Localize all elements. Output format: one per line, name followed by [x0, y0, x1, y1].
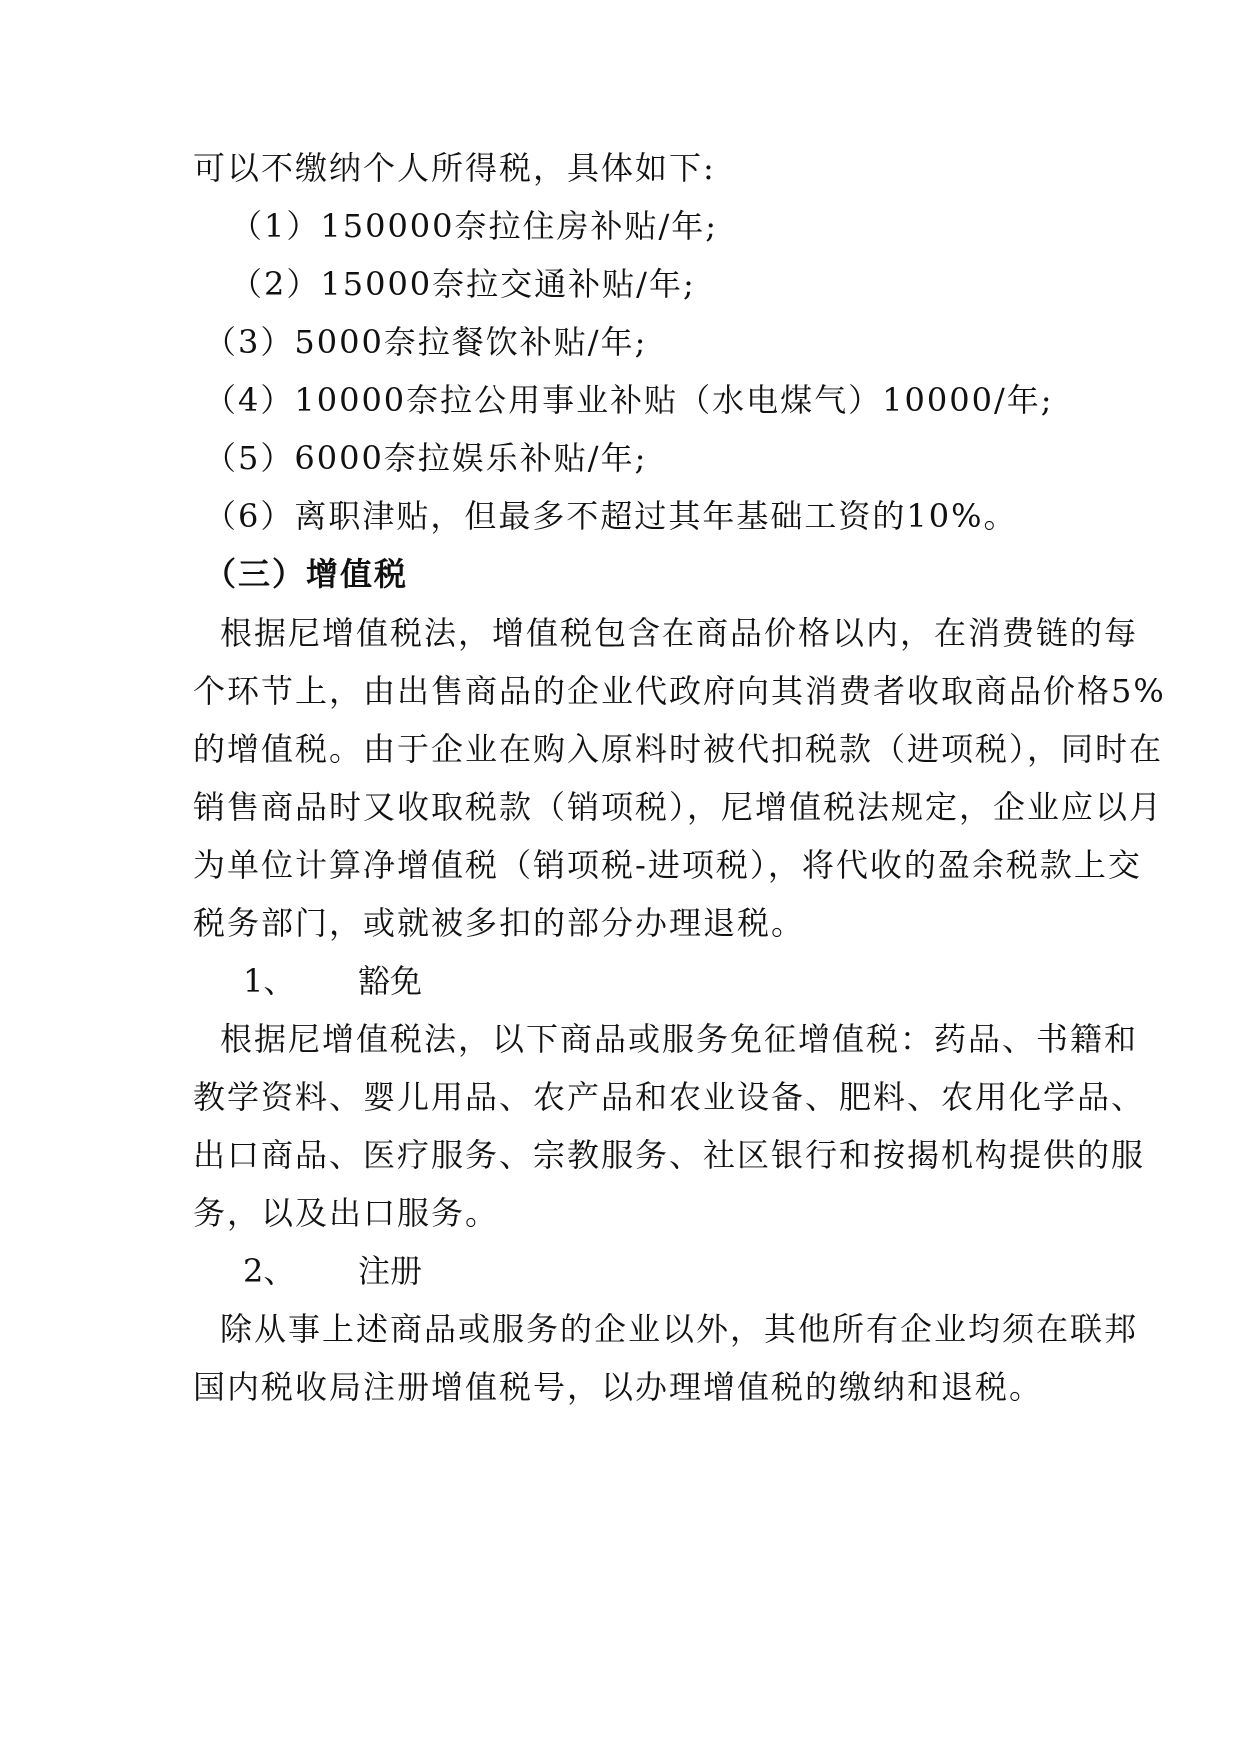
paragraph-line: 销售商品时又收取税款（销项税），尼增值税法规定，企业应以月	[193, 788, 1164, 826]
subsection-number: 2、	[243, 1252, 296, 1290]
allowance-item: （1）150000奈拉住房补贴/年;	[230, 207, 719, 245]
intro-line: 可以不缴纳个人所得税，具体如下:	[193, 149, 716, 187]
paragraph-line: 教学资料、婴儿用品、农产品和农业设备、肥料、农用化学品、	[193, 1078, 1146, 1116]
paragraph-line: 国内税收局注册增值税号，以办理增值税的缴纳和退税。	[193, 1368, 1044, 1406]
allowance-item: （6）离职津贴，但最多不超过其年基础工资的10%。	[204, 497, 1018, 535]
paragraph-line: 出口商品、医疗服务、宗教服务、社区银行和按揭机构提供的服	[193, 1136, 1146, 1174]
allowance-item: （4）10000奈拉公用事业补贴（水电煤气）10000/年;	[204, 381, 1054, 419]
subsection-title: 豁免	[358, 962, 423, 1000]
section-heading: （三）增值税	[204, 555, 409, 593]
paragraph-line: 根据尼增值税法，增值税包含在商品价格以内，在消费链的每	[220, 614, 1139, 652]
allowance-item: （5）6000奈拉娱乐补贴/年;	[204, 439, 648, 477]
paragraph-line: 除从事上述商品或服务的企业以外，其他所有企业均须在联邦	[220, 1310, 1139, 1348]
allowance-item: （3）5000奈拉餐饮补贴/年;	[204, 323, 648, 361]
paragraph-line: 务，以及出口服务。	[193, 1194, 500, 1232]
paragraph-line: 的增值税。由于企业在购入原料时被代扣税款（进项税），同时在	[193, 730, 1164, 768]
subsection-title: 注册	[358, 1252, 423, 1290]
paragraph-line: 个环节上，由出售商品的企业代政府向其消费者收取商品价格5%	[193, 672, 1166, 710]
paragraph-line: 为单位计算净增值税（销项税-进项税），将代收的盈余税款上交	[193, 846, 1142, 884]
allowance-item: （2）15000奈拉交通补贴/年;	[230, 265, 696, 303]
paragraph-line: 根据尼增值税法，以下商品或服务免征增值税：药品、书籍和	[220, 1020, 1139, 1058]
paragraph-line: 税务部门，或就被多扣的部分办理退税。	[193, 904, 806, 942]
subsection-number: 1、	[243, 962, 296, 1000]
